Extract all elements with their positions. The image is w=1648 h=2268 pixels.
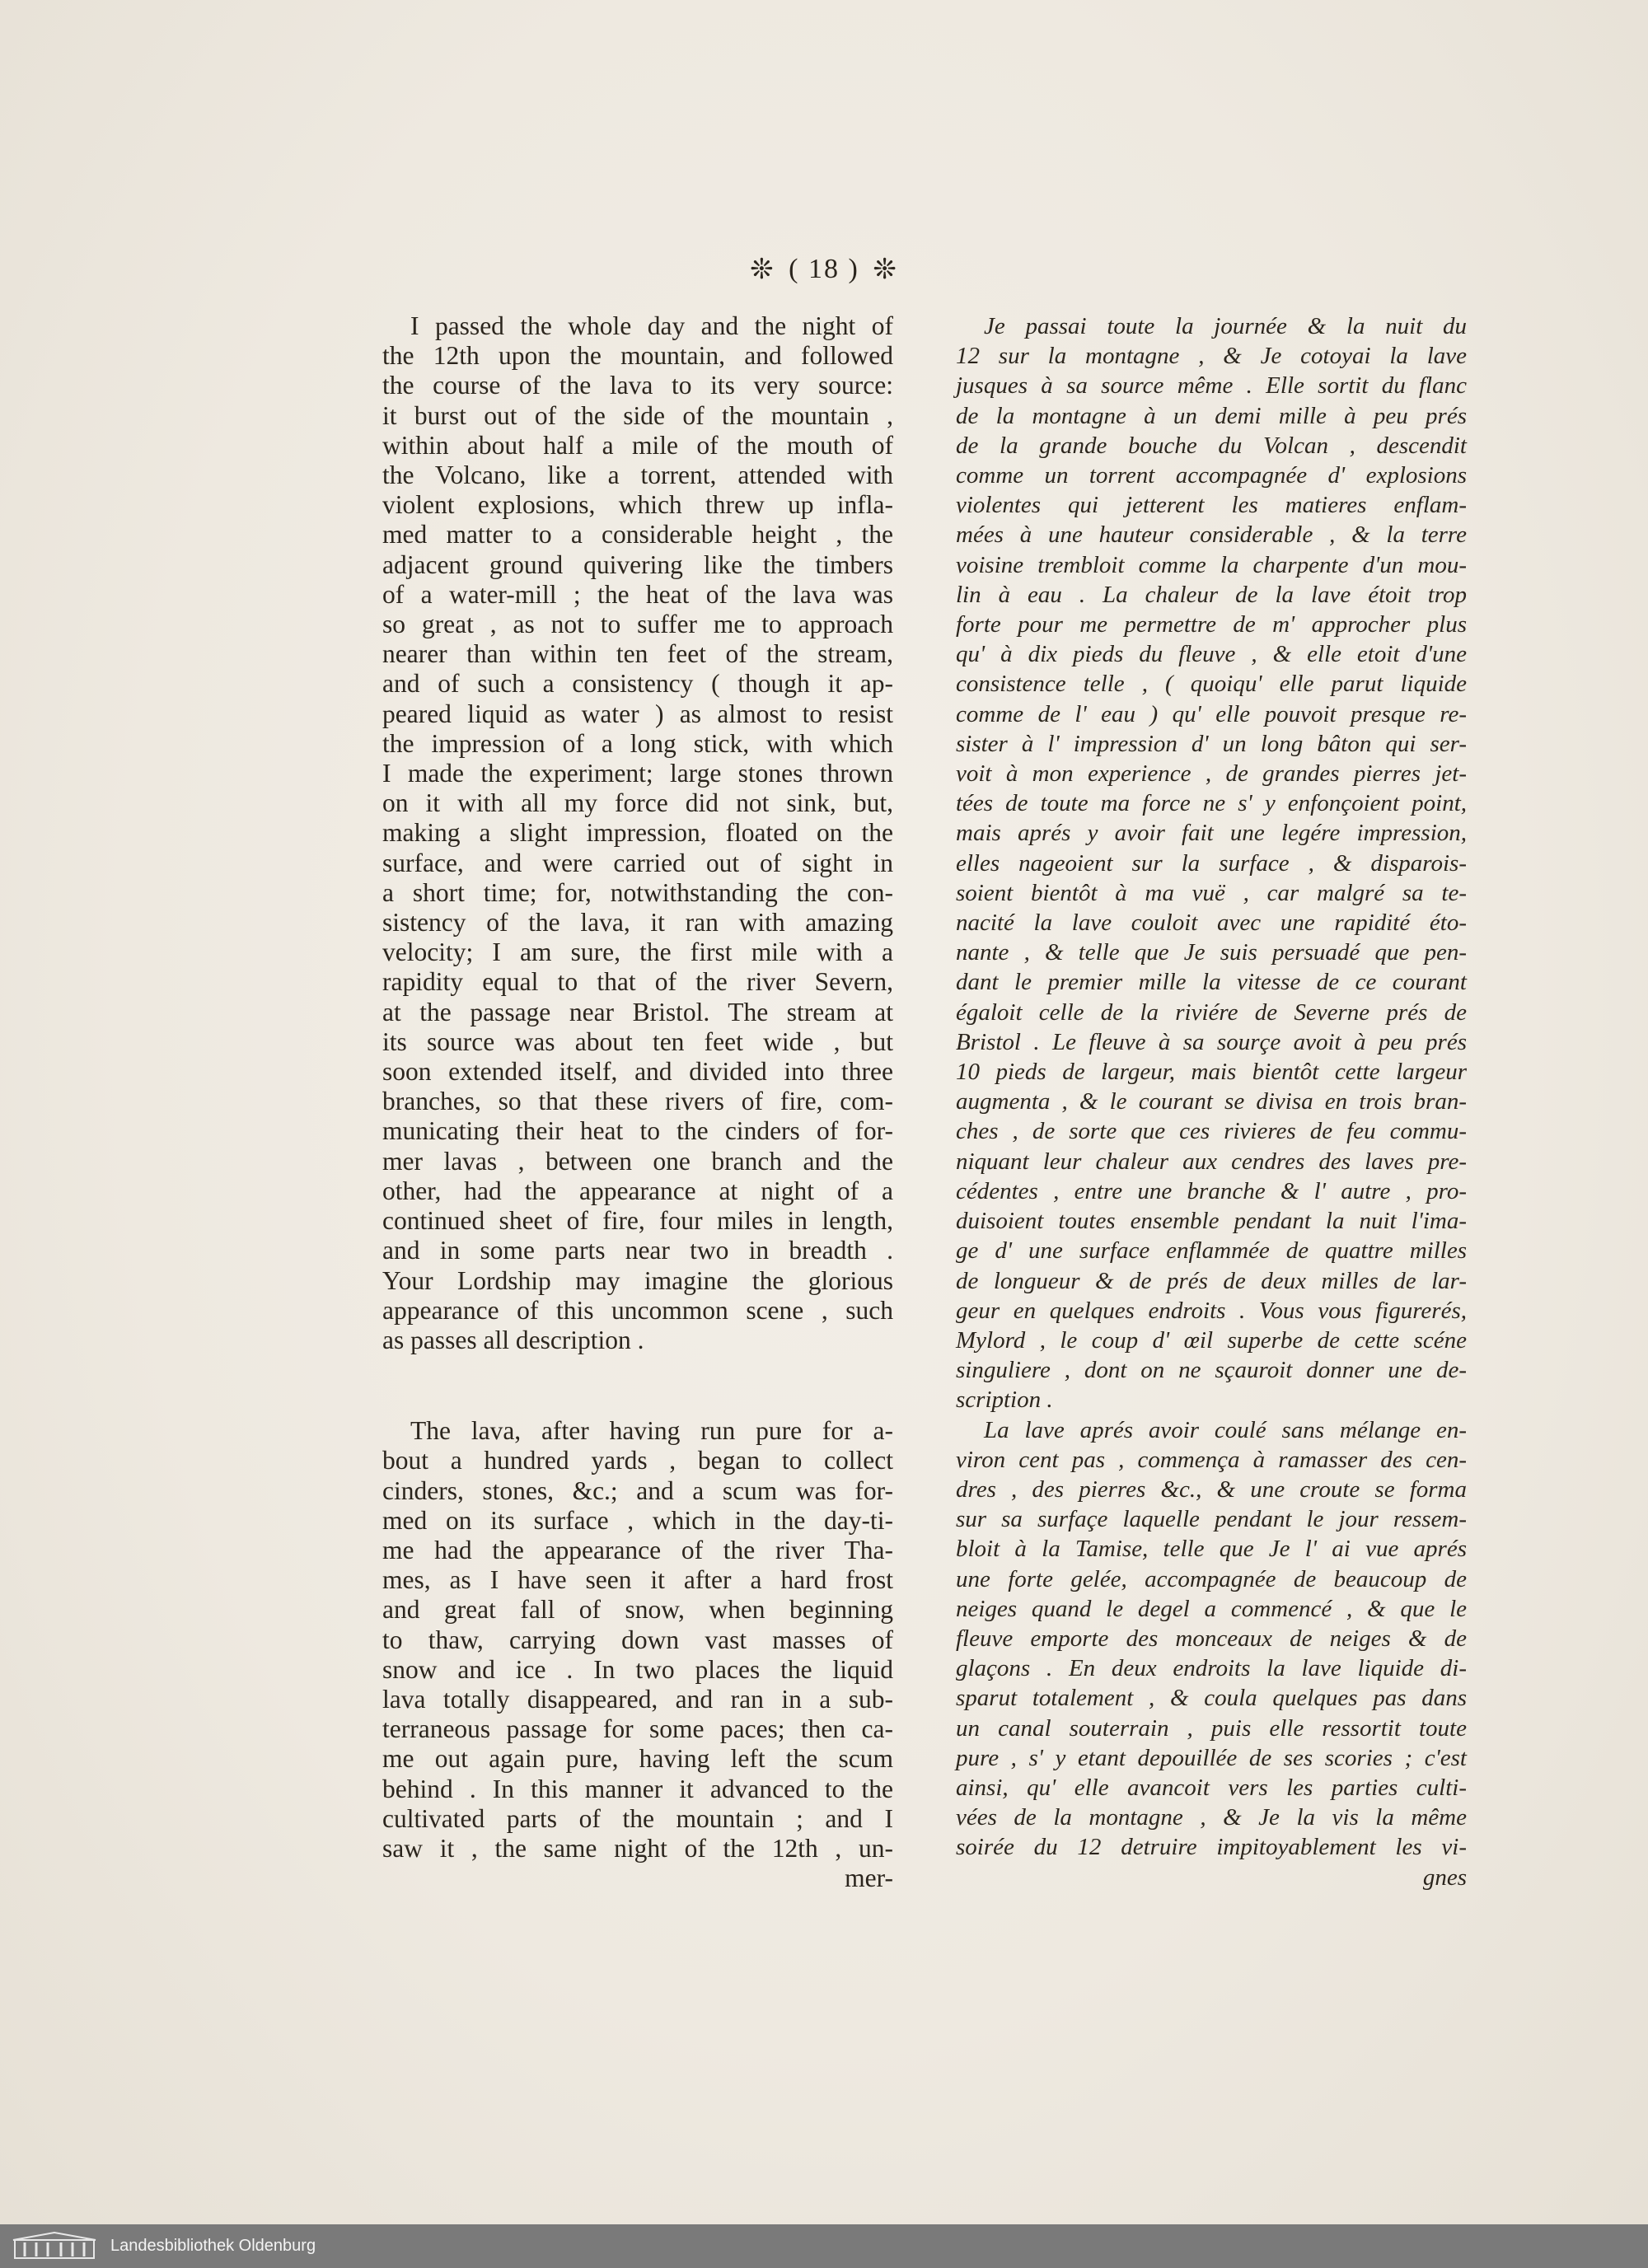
text-line: scription . <box>956 1387 1053 1414</box>
french-paragraph-1 <box>956 311 1467 1415</box>
library-name: Landesbibliothek Oldenburg <box>110 2237 316 2255</box>
text-line: as passes all description . <box>382 1325 644 1354</box>
text-line: duisoient toutes ensemble pendant la nuit l'ima- <box>956 1208 1467 1235</box>
text-line: jusques à sa source même . Elle sortit du flanc <box>956 372 1467 400</box>
text-line: de la grande bouche du Volcan , descendit <box>956 432 1467 459</box>
text-line: mées à une hauteur considerable , & la terre <box>956 521 1467 549</box>
text-line: making a slight impression, floated on the <box>382 818 893 848</box>
library-footer <box>0 2224 1648 2268</box>
text-line: municating their heat to the cinders of for- <box>382 1116 893 1146</box>
text-line: dant le premier mille la vitesse de ce courant <box>956 969 1467 996</box>
french-paragraph-2 <box>956 1415 1467 1892</box>
text-line: égaloit celle de la riviére de Severne prés de <box>956 998 1467 1026</box>
text-line: neiges quand le degel a commencé , & que le <box>956 1595 1467 1622</box>
text-line: mais aprés y avoir fait une legére impression, <box>956 820 1467 847</box>
text-line: lin à eau . La chaleur de la lave étoit trop <box>956 581 1467 608</box>
text-line: consistence telle , ( quoiqu' elle parut liquide <box>956 671 1467 698</box>
text-line: mes, as I have seen it after a hard frost <box>382 1565 893 1595</box>
text-line: appearance of this uncommon scene , such <box>382 1295 893 1325</box>
text-line: I passed the whole day and the night of <box>410 311 893 340</box>
text-line: sur sa surfaçe laquelle pendant le jour ressem- <box>956 1506 1467 1533</box>
text-line: and in some parts near two in breadth . <box>382 1236 893 1265</box>
text-line: The lava, after having run pure for a- <box>410 1416 893 1446</box>
text-line: qu' à dix pieds du fleuve , & elle etoit d'une <box>956 641 1467 668</box>
text-line: sister à l' impression d' un long bâton qui ser- <box>956 730 1467 757</box>
text-line: a short time; for, notwithstanding the con- <box>382 877 893 907</box>
text-line: violent explosions, which threw up infla- <box>382 490 893 520</box>
text-line: 12 sur la montagne , & Je cotoyai la lave <box>956 343 1467 370</box>
text-line: comme de l' eau ) qu' elle pouvoit presque re- <box>956 700 1467 727</box>
text-line: une forte gelée, accompagnée de beaucoup de <box>956 1565 1467 1592</box>
text-line: vées de la montagne , & Je la vis la même <box>956 1804 1467 1831</box>
text-line: on it with all my force did not sink, but, <box>382 788 893 818</box>
text-line: and great fall of snow, when beginning <box>382 1595 893 1625</box>
text-line: behind . In this manner it advanced to the <box>382 1774 893 1803</box>
text-line: rapidity equal to that of the river Severn, <box>382 967 893 997</box>
text-line: snow and ice . In two places the liquid <box>382 1654 893 1684</box>
text-line: un canal souterrain , puis elle ressortit toute <box>956 1714 1467 1742</box>
text-line: med on its surface , which in the day-ti- <box>382 1505 893 1535</box>
text-line: elles nageoient sur la surface , & disparois- <box>956 849 1467 877</box>
text-line: voit à mon experience , de grandes pierres jet- <box>956 760 1467 788</box>
text-line: its source was about ten feet wide , but <box>382 1026 893 1056</box>
text-line: fleuve emporte des monceaux de neiges & de <box>956 1625 1467 1652</box>
text-line: Je passai toute la journée & la nuit du <box>984 313 1467 339</box>
text-line: med matter to a considerable height , the <box>382 520 893 549</box>
text-line: Your Lordship may imagine the glorious <box>382 1265 893 1295</box>
text-line: velocity; I am sure, the first mile with a <box>382 938 893 967</box>
text-line: the course of the lava to its very source: <box>382 371 893 400</box>
text-line: forte pour me permettre de m' approcher plus <box>956 611 1467 638</box>
text-line: soirée du 12 detruire impitoyablement les vi- <box>956 1834 1467 1861</box>
text-line: cinders, stones, &c.; and a scum was for- <box>382 1475 893 1505</box>
library-building-icon <box>12 2232 97 2260</box>
text-line: nearer than within ten feet of the stream, <box>382 639 893 669</box>
text-line: soon extended itself, and divided into three <box>382 1057 893 1087</box>
text-line: the 12th upon the mountain, and followed <box>382 341 893 371</box>
text-line: niquant leur chaleur aux cendres des laves pre- <box>956 1148 1467 1175</box>
text-line: bloit à la Tamise, telle que Je l' ai vue aprés <box>956 1536 1467 1563</box>
page-header <box>0 252 1648 286</box>
page-number: ( 18 ) <box>789 254 859 285</box>
text-line: Mylord , le coup d' œil superbe de cette scéne <box>956 1326 1467 1354</box>
text-line: violentes qui jetterent les matieres enflam- <box>956 492 1467 519</box>
text-line: Bristol . Le fleuve à sa sourçe avoit à peu prés <box>956 1028 1467 1055</box>
text-line: and of such a consistency ( though it ap- <box>382 669 893 699</box>
text-line: saw it , the same night of the 12th , un- <box>382 1833 893 1863</box>
text-line: singuliere , dont on ne sçauroit donner une de- <box>956 1357 1467 1384</box>
text-line: de la montagne à un demi mille à peu prés <box>956 402 1467 429</box>
text-line: other, had the appearance at night of a <box>382 1176 893 1205</box>
right-ornament-icon: ❊ <box>873 255 898 286</box>
text-line: me out again pure, having left the scum <box>382 1744 893 1774</box>
text-line: dres , des pierres &c., & une croute se forma <box>956 1475 1467 1503</box>
english-paragraph-1 <box>382 311 893 1355</box>
text-line: pure , s' y etant depouillée de ses scories ; c'est <box>956 1744 1467 1771</box>
text-line: so great , as not to suffer me to approach <box>382 610 893 639</box>
english-column <box>382 311 893 1893</box>
text-line: de longueur & de prés de deux milles de lar- <box>956 1267 1467 1294</box>
text-line: at the passage near Bristol. The stream at <box>382 997 893 1026</box>
text-line: mer lavas , between one branch and the <box>382 1146 893 1176</box>
text-line: terraneous passage for some paces; then ca- <box>382 1714 893 1744</box>
text-line: cédentes , entre une branche & l' autre , pro- <box>956 1177 1467 1204</box>
text-line: La lave aprés avoir coulé sans mélange en- <box>984 1416 1467 1443</box>
text-line: mer- <box>845 1864 893 1893</box>
text-line: 10 pieds de largeur, mais bientôt cette largeur <box>956 1059 1467 1086</box>
text-line: voisine trembloit comme la charpente d'un mou- <box>956 551 1467 578</box>
text-line: ge d' une surface enflammée de quattre milles <box>956 1237 1467 1265</box>
text-line: the Volcano, like a torrent, attended with <box>382 461 893 490</box>
text-line: nante , & telle que Je suis persuadé que pen- <box>956 939 1467 966</box>
text-line: continued sheet of fire, four miles in length, <box>382 1206 893 1236</box>
text-line: lava totally disappeared, and ran in a sub- <box>382 1684 893 1714</box>
text-line: to thaw, carrying down vast masses of <box>382 1625 893 1654</box>
text-line: glaçons . En deux endroits la lave liquide di- <box>956 1655 1467 1682</box>
text-line: ainsi, qu' elle avancoit vers les parties culti- <box>956 1774 1467 1801</box>
text-line: adjacent ground quivering like the timbers <box>382 549 893 579</box>
english-paragraph-2 <box>382 1416 893 1893</box>
text-line: peared liquid as water ) as almost to resist <box>382 699 893 728</box>
text-line: sistency of the lava, it ran with amazing <box>382 908 893 938</box>
text-line: cultivated parts of the mountain ; and I <box>382 1803 893 1833</box>
text-line: branches, so that these rivers of fire, com- <box>382 1087 893 1116</box>
text-line: geur en quelques endroits . Vous vous figurerés, <box>956 1297 1467 1324</box>
text-line: tées de toute ma force ne s' y enfonçoient point, <box>956 790 1467 817</box>
text-line: nacité la lave couloit avec une rapidité éto- <box>956 910 1467 937</box>
left-ornament-icon: ❊ <box>750 255 775 286</box>
text-line: bout a hundred yards , began to collect <box>382 1446 893 1475</box>
text-line: sparut totalement , & coula quelques pas dans <box>956 1685 1467 1712</box>
text-line: soient bientôt à ma vuë , car malgré sa te- <box>956 879 1467 906</box>
text-line: gnes <box>1422 1864 1467 1891</box>
text-line: comme un torrent accompagnée d' explosions <box>956 462 1467 489</box>
text-line: viron cent pas , commença à ramasser des cen- <box>956 1446 1467 1473</box>
text-line: it burst out of the side of the mountain , <box>382 400 893 430</box>
text-line: I made the experiment; large stones thrown <box>382 759 893 788</box>
text-line: me had the appearance of the river Tha- <box>382 1535 893 1564</box>
text-line: ches , de sorte que ces rivieres de feu commu- <box>956 1118 1467 1145</box>
french-column <box>956 311 1467 1892</box>
text-line: within about half a mile of the mouth of <box>382 430 893 460</box>
text-line: augmenta , & le courant se divisa en trois bran- <box>956 1088 1467 1115</box>
text-line: the impression of a long stick, with which <box>382 728 893 758</box>
text-line: surface, and were carried out of sight in <box>382 848 893 877</box>
text-line: of a water-mill ; the heat of the lava was <box>382 579 893 609</box>
